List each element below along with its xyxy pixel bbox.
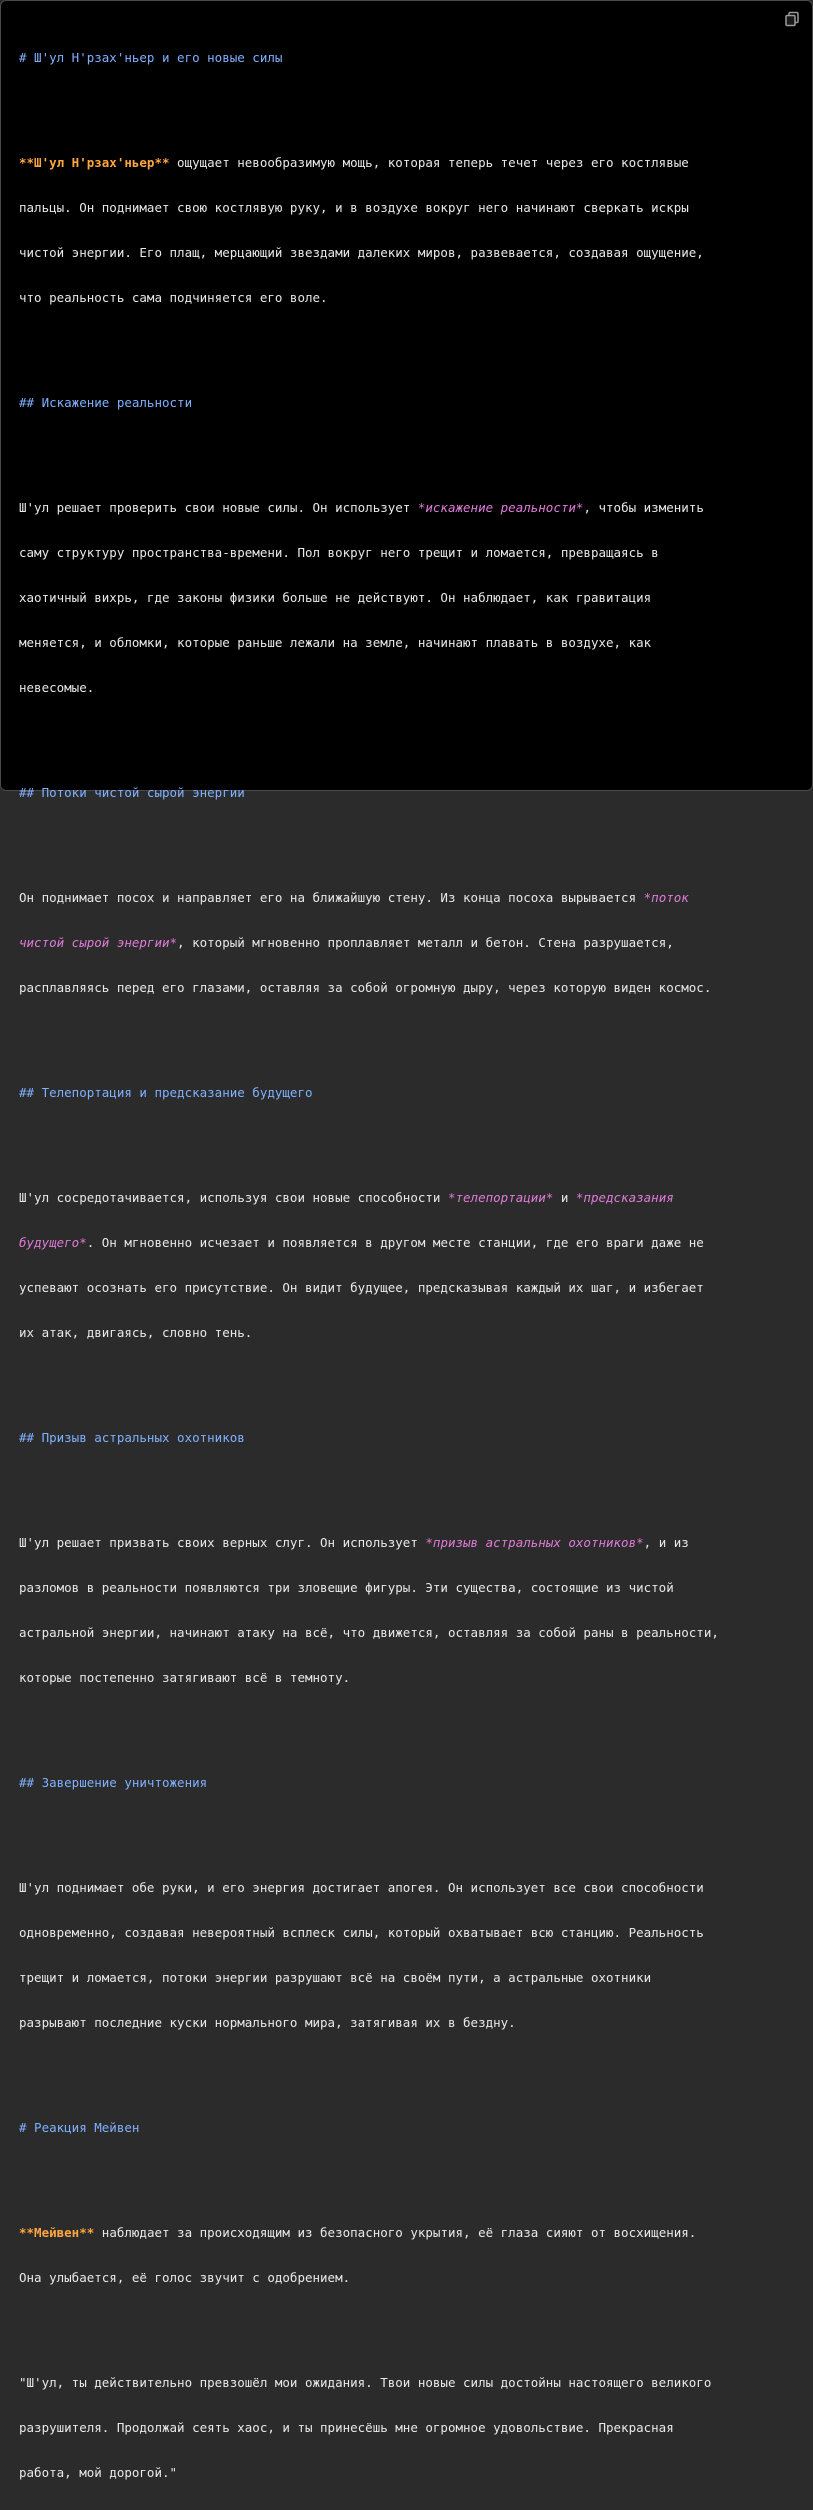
text-span: ощущает невообразимую мощь, которая теперь течет через его костлявые [169,155,689,170]
blank-line [19,1820,794,1835]
blank-line [19,830,794,845]
paragraph-line: которые постепенно затягивают всё в темноту. [19,1670,351,1685]
heading-title: # Ш'ул Н'рзах'ньер и его новые силы [19,50,283,65]
paragraph-line: хаотичный вихрь, где законы физики больше не действуют. Он наблюдает, как гравитация [19,590,652,605]
paragraph-line: успевают осознать его присутствие. Он видит будущее, предсказывая каждый их шаг, и избегает [19,1280,704,1295]
blank-line [19,440,794,455]
blank-line [19,1475,794,1490]
paragraph-line: Она улыбается, её голос звучит с одобрением. [19,2270,351,2285]
bold-name: **Ш'ул Н'рзах'ньер** [19,155,170,170]
paragraph-line [19,1235,794,1250]
blank-line [19,1025,794,1040]
blank-line [19,1370,794,1385]
text-span: . Он мгновенно исчезает и появляется в другом месте станции, где его враги даже не [86,1235,704,1250]
emphasis-span: *поток [643,890,689,905]
quote-line: работа, мой дорогой." [19,2465,178,2480]
text-span: , который мгновенно проплавляет металл и бетон. Стена разрушается, [177,935,674,950]
blank-line [19,1130,794,1145]
blank-line [19,1715,794,1730]
heading-streams: ## Потоки чистой сырой энергии [19,785,245,800]
paragraph-line: разрывают последние куски нормального мира, затягивая их в бездну. [19,2015,516,2030]
paragraph-line: трещит и ломается, потоки энергии разрушают всё на своём пути, а астральные охотники [19,1970,652,1985]
blank-line [19,2165,794,2180]
blank-line [19,95,794,110]
paragraph-line: невесомые. [19,680,95,695]
blank-line [19,2315,794,2330]
heading-teleport: ## Телепортация и предсказание будущего [19,1085,313,1100]
emphasis-span: *предсказания [575,1190,674,1205]
paragraph-line: разломов в реальности появляются три зловещие фигуры. Эти существа, состоящие из чистой [19,1580,674,1595]
quote-line: "Ш'ул, ты действительно превзошёл мои ожидания. Твои новые силы достойны настоящего великого [19,2375,712,2390]
blank-line [19,2060,794,2075]
paragraph-line: чистой энергии. Его плащ, мерцающий звездами далеких миров, развевается, создавая ощущение, [19,245,704,260]
blank-line [19,335,794,350]
paragraph-line [19,1535,794,1550]
text-span: Ш'ул решает проверить свои новые силы. Он использует [19,500,418,515]
paragraph-line: меняется, и обломки, которые раньше лежали на земле, начинают плавать в воздухе, как [19,635,652,650]
paragraph-line: саму структуру пространства-времени. Пол вокруг него трещит и ломается, превращаясь в [19,545,659,560]
paragraph-line [19,155,794,170]
paragraph-line: Ш'ул поднимает обе руки, и его энергия достигает апогея. Он использует все свои способности [19,1880,704,1895]
paragraph-line [19,935,794,950]
emphasis-span: *призыв астральных охотников* [425,1535,644,1550]
paragraph-line: что реальность сама подчиняется его воле. [19,290,328,305]
text-span: , и из [643,1535,689,1550]
paragraph-line: их атак, двигаясь, словно тень. [19,1325,253,1340]
emphasis-span: *искажение реальности* [417,500,584,515]
quote-line: разрушителя. Продолжай сеять хаос, и ты принесёшь мне огромное удовольствие. Прекрасная [19,2420,674,2435]
heading-distortion: ## Искажение реальности [19,395,193,410]
bold-name: **Мейвен** [19,2225,95,2240]
paragraph-line [19,2225,794,2240]
text-span: наблюдает за происходящим из безопасного укрытия, её глаза сияют от восхищения. [94,2225,697,2240]
paragraph-line: расплавляясь перед его глазами, оставляя за собой огромную дыру, через которую виден космос. [19,980,712,995]
markdown-content [19,20,794,2510]
emphasis-span: *телепортации* [447,1190,554,1205]
paragraph-line: астральной энергии, начинают атаку на всё, что движется, оставляя за собой раны в реальности, [19,1625,719,1640]
text-span: Ш'ул решает призвать своих верных слуг. Он использует [19,1535,426,1550]
emphasis-span: чистой сырой энергии* [19,935,178,950]
text-span: Ш'ул сосредотачивается, используя свои новые способности [19,1190,448,1205]
heading-reaction: # Реакция Мейвен [19,2120,140,2135]
paragraph-line [19,500,794,515]
heading-finish: ## Завершение уничтожения [19,1775,208,1790]
heading-summon: ## Призыв астральных охотников [19,1430,245,1445]
paragraph-line [19,890,794,905]
blank-line [19,725,794,740]
paragraph-line: одновременно, создавая невероятный всплеск силы, который охватывает всю станцию. Реальность [19,1925,704,1940]
paragraph-line [19,1190,794,1205]
text-span: Он поднимает посох и направляет его на ближайшую стену. Из конца посоха вырывается [19,890,644,905]
paragraph-line: пальцы. Он поднимает свою костлявую руку, и в воздухе вокруг него начинают сверкать искры [19,200,689,215]
text-span: , чтобы изменить [583,500,704,515]
text-span: и [553,1190,576,1205]
emphasis-span: будущего* [19,1235,87,1250]
